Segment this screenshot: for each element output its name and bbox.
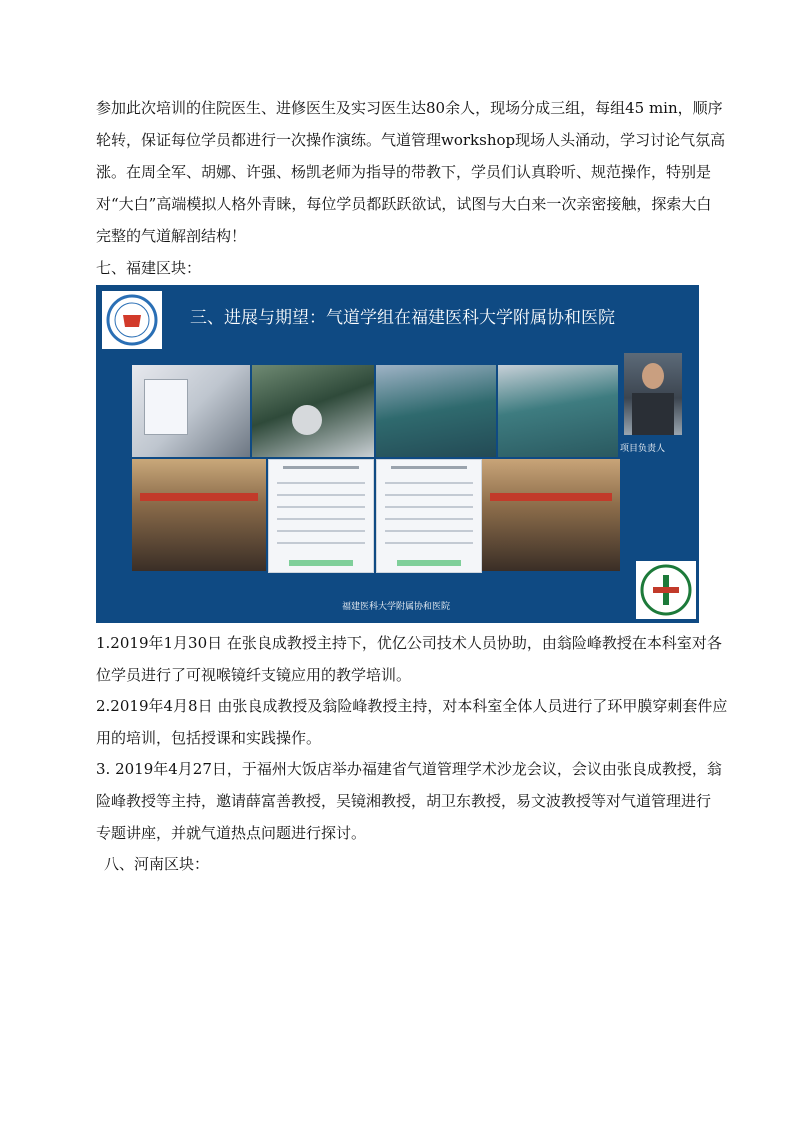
intro-paragraph — [96, 92, 726, 252]
text-line: 位学员进行了可视喉镜纤支镜应用的教学培训。 — [96, 666, 412, 684]
text-line: 1.2019年1月30日 在张良成教授主持下，优亿公司技术人员协助，由翁险峰教授在本科室对各 — [96, 634, 722, 652]
item-1 — [96, 627, 722, 691]
portrait-caption: 项目负责人 — [620, 444, 666, 454]
red-banner — [490, 493, 612, 501]
text-line: 用的培训，包括授课和实践操作。 — [96, 729, 322, 747]
red-banner — [140, 493, 258, 501]
text-line: 2.2019年4月8日 由张良成教授及翁险峰教授主持，对本科室全体人员进行了环甲膜穿刺套件应 — [96, 697, 728, 715]
lecture-room-photo — [132, 365, 250, 457]
section-heading-henan — [104, 848, 710, 880]
surgical-team-photo — [498, 365, 618, 457]
text-line: 涨。在周全军、胡娜、许强、杨凯老师为指导的带教下，学员们认真聆听、规范操作，特别是 — [96, 163, 712, 181]
text-line: 专题讲座，并就气道热点问题进行探讨。 — [96, 824, 367, 842]
text-line: 完整的气道解剖结构！ — [96, 227, 247, 245]
hospital-logo — [636, 561, 696, 619]
text-line: 3. 2019年4月27日，于福州大饭店举办福建省气道管理学术沙龙会议，会议由张良成教授，翁 — [96, 760, 722, 778]
text-line: 对“大白”高端模拟人格外青睐，每位学员都跃跃欲试，试图与大白来一次亲密接触，探索大白 — [96, 195, 712, 213]
meeting-banner-photo-left — [132, 459, 266, 571]
slide-title: 三、进展与期望：气道学组在福建医科大学附属协和医院 — [190, 308, 615, 328]
item-3 — [96, 753, 722, 849]
section-heading-fujian — [96, 252, 702, 284]
item-2 — [96, 690, 728, 754]
meeting-banner-photo-right — [482, 459, 620, 571]
section-heading-text: 八、河南区块： — [104, 855, 210, 873]
association-logo — [102, 291, 162, 349]
operating-room-group-photo — [376, 365, 496, 457]
text-line: 轮转，保证每位学员都进行一次操作演练。气道管理workshop现场人头涌动，学习讨论气氛高 — [96, 131, 726, 149]
text-line: 险峰教授等主持，邀请薛富善教授，吴镜湘教授，胡卫东教授，易文波教授等对气道管理进行 — [96, 792, 712, 810]
section-heading-text: 七、福建区块： — [96, 259, 202, 277]
project-leader-portrait — [624, 353, 682, 435]
presentation-slide-image — [96, 285, 699, 623]
schedule-phone-screenshot-1 — [268, 459, 374, 573]
text-line: 参加此次培训的住院医生、进修医生及实习医生达80余人，现场分成三组，每组45 min，顺序 — [96, 99, 723, 117]
training-demo-photo — [252, 365, 374, 457]
schedule-phone-screenshot-2 — [376, 459, 482, 573]
slide-footer-text: 福建医科大学附属协和医院 — [342, 602, 451, 612]
